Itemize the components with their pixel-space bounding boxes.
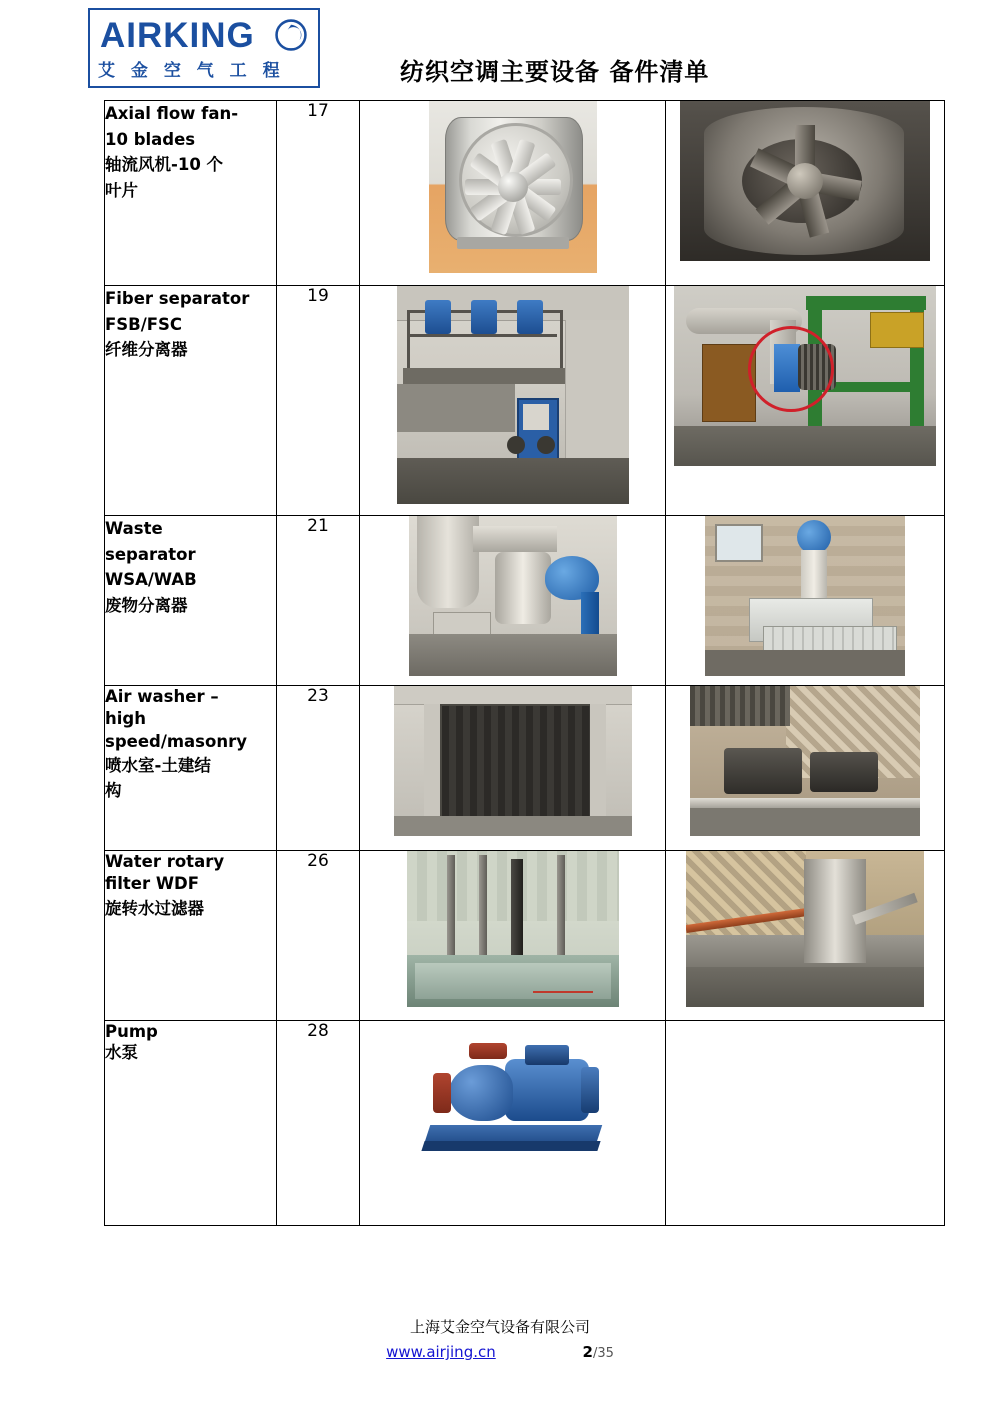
footer-page-total: /35 — [592, 1346, 614, 1361]
equipment-name-en-line2: high — [105, 709, 146, 729]
equipment-name-en-line3: WSA/WAB — [105, 570, 197, 590]
equipment-name-cn-line1: 轴流风机-10 个 — [105, 155, 224, 175]
equipment-name-cell — [105, 101, 277, 286]
equipment-name-en-line1: Water rotary — [105, 852, 225, 871]
equipment-name-cn-line1: 喷水室-土建结 — [105, 755, 211, 775]
equipment-name-en-line1: Axial flow fan- — [105, 104, 239, 123]
equipment-name-en-line2: FSB/FSC — [105, 314, 183, 334]
fiber-separator-platform-photo — [397, 286, 629, 504]
page-number-cell: 23 — [277, 686, 360, 851]
equipment-image-right — [666, 516, 945, 686]
air-washer-machinery-photo — [690, 686, 920, 836]
equipment-name-en-line3: speed/masonry — [105, 731, 247, 751]
equipment-name-cell — [105, 286, 277, 516]
equipment-image-right — [666, 101, 945, 286]
equipment-image-left — [360, 851, 666, 1021]
equipment-image-right — [666, 851, 945, 1021]
equipment-table — [104, 100, 945, 1226]
equipment-image-left — [360, 1021, 666, 1226]
equipment-image-left — [360, 686, 666, 851]
equipment-name-cell — [105, 851, 277, 1021]
table-row — [105, 101, 945, 286]
equipment-name-cn-line2: 叶片 — [105, 180, 138, 200]
pump-photo — [413, 1021, 613, 1169]
page-title: 纺织空调主要设备 备件清单 — [400, 58, 710, 86]
axial-flow-fan-photo — [429, 101, 597, 273]
air-washer-interior-photo — [394, 686, 632, 836]
page-number-cell: 28 — [277, 1021, 360, 1226]
waste-separator-wall-photo — [705, 516, 905, 676]
page-header — [0, 0, 1000, 96]
airking-logo — [88, 8, 320, 88]
footer-company: 上海艾金空气设备有限公司 — [409, 1318, 590, 1336]
equipment-name-cell — [105, 686, 277, 851]
equipment-name-en-line1: Pump — [105, 1022, 158, 1041]
equipment-name-cn-line2: 构 — [105, 781, 122, 801]
equipment-name-cell — [105, 1021, 277, 1226]
highlight-circle-annotation — [748, 326, 834, 412]
equipment-name-en-line2: 10 blades — [105, 129, 196, 149]
axial-fan-in-duct-photo — [680, 101, 930, 261]
table-row — [105, 686, 945, 851]
equipment-image-right-empty — [666, 1021, 945, 1226]
equipment-name-cell — [105, 516, 277, 686]
equipment-name-en-line1: Fiber separator — [105, 289, 250, 308]
page-footer — [0, 1316, 1000, 1361]
table-row — [105, 851, 945, 1021]
fan-swirl-icon — [274, 18, 308, 52]
fiber-separator-unit-photo — [674, 286, 936, 466]
page-number-cell: 26 — [277, 851, 360, 1021]
waste-separator-duct-photo — [409, 516, 617, 676]
equipment-name-cn-line1: 水泵 — [105, 1043, 138, 1063]
page-number-cell: 17 — [277, 101, 360, 286]
equipment-image-left — [360, 101, 666, 286]
equipment-name-cn-line1: 旋转水过滤器 — [105, 898, 204, 918]
equipment-name-en-line1: Waste — [105, 519, 163, 538]
equipment-name-en-line2: filter WDF — [105, 874, 200, 894]
footer-page-number: 2 — [582, 1343, 593, 1361]
equipment-name-en-line1: Air washer – — [105, 687, 219, 706]
equipment-image-right — [666, 286, 945, 516]
table-row — [105, 286, 945, 516]
equipment-image-left — [360, 286, 666, 516]
equipment-name-cn-line1: 纤维分离器 — [105, 340, 188, 360]
page-number-cell: 21 — [277, 516, 360, 686]
logo-wordmark: AIRKING — [100, 16, 255, 55]
water-rotary-filter-tank-photo — [407, 851, 619, 1007]
logo-subtitle: 艾 金 空 气 工 程 — [98, 61, 285, 81]
table-row — [105, 516, 945, 686]
page-number-cell: 19 — [277, 286, 360, 516]
table-row — [105, 1021, 945, 1226]
equipment-name-cn-line1: 废物分离器 — [105, 595, 188, 615]
footer-website-link[interactable]: www.airjing.cn — [386, 1343, 496, 1361]
equipment-image-right — [666, 686, 945, 851]
equipment-name-en-line2: separator — [105, 544, 196, 564]
equipment-image-left — [360, 516, 666, 686]
water-rotary-filter-drum-photo — [686, 851, 924, 1007]
